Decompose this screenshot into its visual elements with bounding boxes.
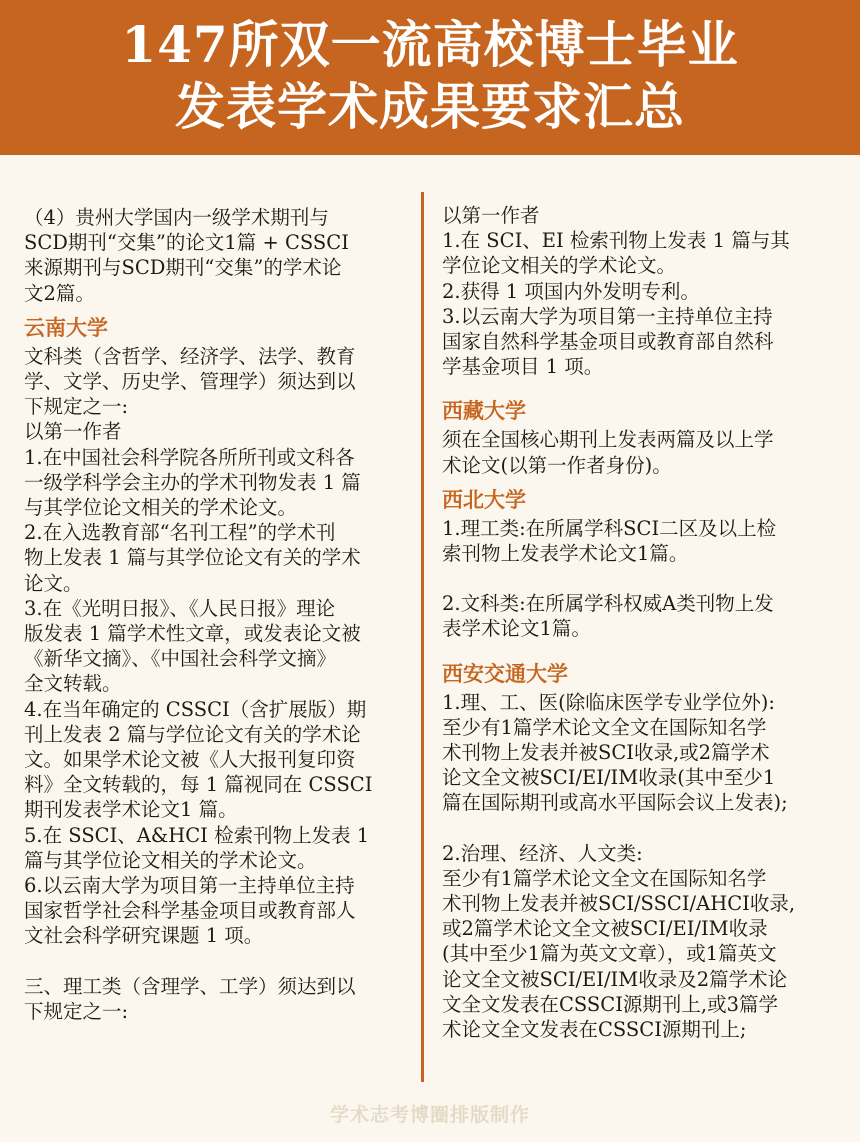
right-column bbox=[442, 203, 834, 1042]
title-line-2: 发表学术成果要求汇总 bbox=[175, 77, 685, 136]
yunnan-item-1: 1.在中国社会科学院各所所刊或文科各 一级学科学会主办的学术刊物发表 1 篇 与其学位论文相关的学术论文。 bbox=[24, 445, 361, 520]
xjtu-item-2: 2.治理、经济、人文类: 至少有1篇学术论文全文在国际知名学 术刊物上发表并被SCI/SSCI/AHCI收录, 或2篇学术论文全文被SCI/EI/IM收录 (其中至少1篇为英文文章），或1篇英文 论文全文被SCI/EI/IM收录及2篇学术论 文全文发表在CSSCI源期刊上,或3篇学 术论文全文发表在CSSCI源期刊上; bbox=[442, 841, 796, 1042]
yunnan-university-heading: 云南大学 bbox=[24, 314, 108, 340]
guizhou-requirement-text: （4）贵州大学国内一级学术期刊与 SCD期刊“交集”的论文1篇 + CSSCI 来源期刊与SCD期刊“交集”的学术论 文2篇。 bbox=[24, 206, 349, 305]
yunnan-item-2: 2.在入选教育部“名刊工程”的学术刊 物上发表 1 篇与其学位论文有关的学术 论文。 bbox=[24, 521, 361, 595]
northwest-item-1: 1.理工类:在所属学科SCI二区及以上检 索刊物上发表学术论文1篇。 bbox=[442, 516, 777, 566]
column-divider bbox=[421, 192, 424, 1082]
xjtu-item-1: 1.理、工、医(除临床医学专业学位外): 至少有1篇学术论文全文在国际知名学 术刊物上发表并被SCI收录,或2篇学术 论文全文被SCI/EI/IM收录(其中至少1 篇在国际期刊或高水平国际会议上发表); bbox=[442, 690, 788, 815]
watermark-text: 学术志考博圈排版制作 bbox=[329, 1104, 530, 1126]
yunnan-item-4: 4.在当年确定的 CSSCI（含扩展版）期 刊上发表 2 篇与学位论文有关的学术论 文。如果学术论文被《人大报刊复印资 料》全文转载的，每 1 篇视同在 CSSCI 期刊发表学术论文1 篇。 bbox=[24, 697, 373, 822]
yunnan-science-intro: 三、理工类（含理学、工学）须达到以 下规定之一: bbox=[24, 974, 356, 1023]
title-line-1: 147所双一流高校博士毕业 bbox=[121, 15, 739, 74]
left-column bbox=[24, 205, 410, 1024]
xjtu-heading: 西安交通大学 bbox=[442, 660, 568, 686]
yunnan-item-6: 6.以云南大学为项目第一主持单位主持 国家哲学社会科学基金项目或教育部人 文社会科学研究课题 1 项。 bbox=[24, 874, 356, 948]
northwest-item-2: 2.文科类:在所属学科权威A类刊物上发 表学术论文1篇。 bbox=[442, 592, 774, 641]
northwest-university-heading: 西北大学 bbox=[442, 486, 526, 512]
yunnan-liberal-arts-intro: 文科类（含哲学、经济学、法学、教育 学、文学、历史学、管理学）须达到以 下规定之一: 以第一作者 bbox=[24, 344, 356, 444]
tibet-requirement-text: 须在全国核心期刊上发表两篇及以上学 术论文(以第一作者身份)。 bbox=[442, 428, 774, 477]
yunnan-item-5: 5.在 SSCI、A&HCI 检索刊物上发表 1 篇与其学位论文相关的学术论文。 bbox=[24, 823, 370, 872]
yunnan-item-3: 3.在《光明日报》、《人民日报》理论 版发表 1 篇学术性文章，或发表论文被 《新华文摘》、《中国社会科学文摘》 全文转载。 bbox=[24, 596, 361, 696]
title-banner bbox=[0, 0, 860, 155]
yunnan-science-items: 以第一作者 1.在 SCI、EI 检索刊物上发表 1 篇与其 学位论文相关的学术论文。 2.获得 1 项国内外发明专利。 3.以云南大学为项目第一主持单位主持 国家自然科学基金项目或教育部自然科 学基金项目 1 项。 bbox=[442, 204, 790, 379]
tibet-university-heading: 西藏大学 bbox=[442, 398, 526, 424]
